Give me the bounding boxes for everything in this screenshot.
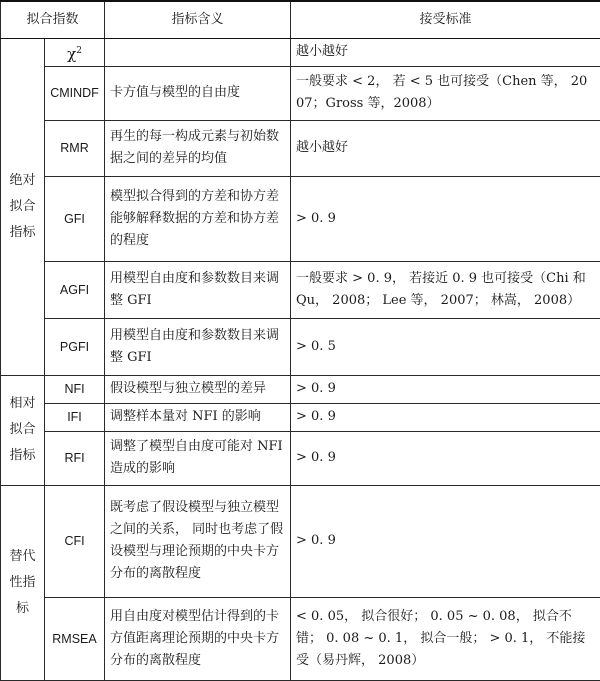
- table-row: [1, 431, 600, 485]
- standard-cell: 一般要求 > 0. 9， 若接近 0. 9 也可接受（Chi 和 Qu， 2008； Lee 等， 2007； 林嵩， 2008）: [291, 261, 600, 318]
- meaning-cell: 卡方值与模型的自由度: [105, 66, 291, 120]
- table-row: [1, 318, 600, 375]
- meaning-cell: 调整了模型自由度可能对 NFI 造成的影响: [105, 431, 291, 485]
- meaning-cell: 用模型自由度和参数数目来调整 GFI: [105, 318, 291, 375]
- meaning-cell: 既考虑了假设模型与独立模型之间的关系， 同时也考虑了假设模型与理论预期的中央卡方分布的离散程度: [105, 485, 291, 597]
- standard-cell: > 0. 9: [291, 375, 600, 403]
- index-cell: RFI: [45, 431, 105, 485]
- standard-cell: < 0. 05， 拟合很好； 0. 05 ~ 0. 08， 拟合不错； 0. 08 ~ 0. 1， 拟合一般； > 0. 1， 不能接受（易丹辉， 2008）: [291, 597, 600, 680]
- table-row: [1, 176, 600, 261]
- index-cell: GFI: [45, 176, 105, 261]
- index-cell: CFI: [45, 485, 105, 597]
- meaning-cell: 模型拟合得到的方差和协方差能够解释数据的方差和协方差的程度: [105, 176, 291, 261]
- standard-cell: > 0. 9: [291, 485, 600, 597]
- index-cell: PGFI: [45, 318, 105, 375]
- table-row: [1, 66, 600, 120]
- index-cell: RMR: [45, 120, 105, 176]
- group-absolute-fit: 绝对拟合指标: [1, 38, 45, 375]
- standard-cell: 越小越好: [291, 38, 600, 66]
- index-cell: AGFI: [45, 261, 105, 318]
- standard-cell: > 0. 5: [291, 318, 600, 375]
- table-row: [1, 597, 600, 680]
- standard-cell: > 0. 9: [291, 431, 600, 485]
- table-row: [1, 485, 600, 597]
- index-chi-square: [45, 38, 105, 66]
- index-cell: IFI: [45, 403, 105, 431]
- meaning-cell: 再生的每一构成元素与初始数据之间的差异的均值: [105, 120, 291, 176]
- table-row: [1, 120, 600, 176]
- index-cell: NFI: [45, 375, 105, 403]
- meaning-cell: 用自由度对模型估计得到的卡方值距离理论预期的中央卡方分布的离散程度: [105, 597, 291, 680]
- header-row: [1, 1, 600, 38]
- meaning-cell: 假设模型与独立模型的差异: [105, 375, 291, 403]
- meaning-cell: 调整样本量对 NFI 的影响: [105, 403, 291, 431]
- table-row: [1, 403, 600, 431]
- group-relative-fit: 相对拟合指标: [1, 375, 45, 485]
- standard-cell: 越小越好: [291, 120, 600, 176]
- index-cell: RMSEA: [45, 597, 105, 680]
- header-fit-index: 拟合指数: [1, 1, 105, 38]
- meaning-cell: [105, 38, 291, 66]
- table-row: [1, 38, 600, 66]
- meaning-cell: 用模型自由度和参数数目来调整 GFI: [105, 261, 291, 318]
- header-meaning: 指标含义: [105, 1, 291, 38]
- chi-superscript: 2: [76, 45, 82, 56]
- standard-cell: > 0. 9: [291, 403, 600, 431]
- standard-cell: 一般要求 < 2， 若 < 5 也可接受（Chen 等， 2007；Gross 等，2008）: [291, 66, 600, 120]
- group-alternative-fit: 替代性指标: [1, 485, 45, 680]
- table-row: [1, 375, 600, 403]
- header-standard: 接受标准: [291, 1, 600, 38]
- index-cell: CMINDF: [45, 66, 105, 120]
- chi-symbol: χ: [67, 44, 77, 63]
- table-row: [1, 261, 600, 318]
- standard-cell: > 0. 9: [291, 176, 600, 261]
